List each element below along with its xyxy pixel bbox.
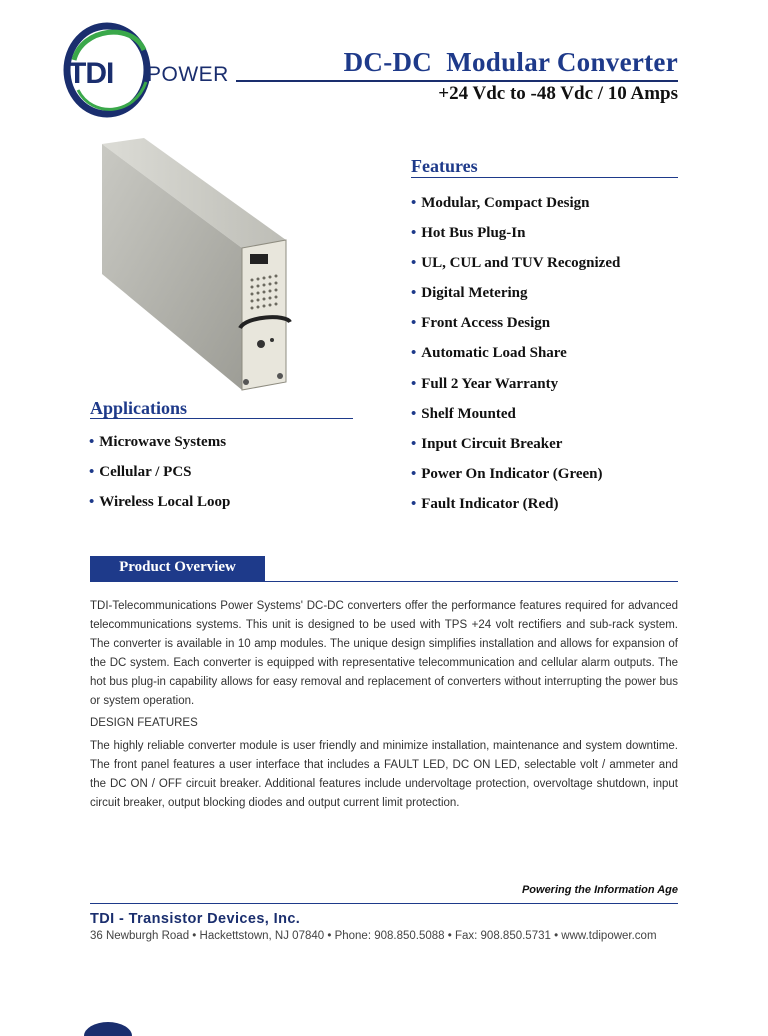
list-item: • UL, CUL and TUV Recognized xyxy=(411,255,621,272)
features-list xyxy=(411,193,620,524)
features-heading: Features xyxy=(411,156,478,176)
applications-list xyxy=(89,432,230,522)
list-item: • Shelf Mounted xyxy=(411,405,516,422)
logo-tdi-text: TDI xyxy=(68,57,114,90)
bullet-icon: • xyxy=(411,405,417,422)
bullet-icon: • xyxy=(411,285,417,302)
bullet-icon: • xyxy=(411,315,417,332)
product-overview-tab: Product Overview xyxy=(90,556,265,581)
bullet-icon: • xyxy=(411,495,417,512)
page-subtitle: +24 Vdc to -48 Vdc / 10 Amps xyxy=(438,83,678,104)
list-item: • Cellular / PCS xyxy=(89,464,192,481)
page-title: DC-DC Modular Converter xyxy=(343,47,678,77)
bullet-icon: • xyxy=(411,435,417,452)
logo-power-text: POWER xyxy=(147,63,229,86)
converter-module-photo xyxy=(96,132,296,394)
bullet-icon: • xyxy=(411,465,417,482)
design-features-paragraph: The highly reliable converter module is user friendly and minimize installation, maintenance and system downtime. The front panel features a user interface that includes a FAULT LED, DC ON LED, selectable volt / ammeter and the DC ON / OFF circuit breaker. Additional features include undervoltage protection, overvoltage shutdown, input circuit breaker, output blocking diodes and output current limit protection. xyxy=(90,740,678,809)
bullet-icon: • xyxy=(89,494,95,511)
list-item: • Wireless Local Loop xyxy=(89,494,231,511)
company-name: TDI - Transistor Devices, Inc. xyxy=(90,911,301,927)
list-item: • Microwave Systems xyxy=(89,434,227,450)
company-address: 36 Newburgh Road • Hackettstown, NJ 07840 • Phone: 908.850.5088 • Fax: 908.850.5731 • www.tdipower.com xyxy=(90,930,657,942)
bullet-icon: • xyxy=(89,434,95,450)
list-item: • Hot Bus Plug-In xyxy=(411,225,526,242)
list-item: • Modular, Compact Design xyxy=(411,195,590,211)
applications-rule xyxy=(90,418,353,419)
list-item: • Input Circuit Breaker xyxy=(411,435,563,452)
list-item: • Front Access Design xyxy=(411,315,551,332)
header-rule xyxy=(236,80,678,82)
overview-rule xyxy=(90,581,678,582)
list-item: • Full 2 Year Warranty xyxy=(411,375,559,392)
bullet-icon: • xyxy=(411,345,417,362)
applications-heading: Applications xyxy=(90,398,188,418)
overview-paragraph: TDI-Telecommunications Power Systems' DC-DC converters offer the performance features required for advanced telecommunications systems. This unit is designed to be used with TPS +24 volt rectifiers and sub-rack system. The converter is available in 10 amp modules. The unique design simplifies installation and allows for expansion of the DC system. Each converter is equipped with representative telecommunication and cellular alarm outputs. The hot bus plug-in capability allows for easy removal and replacement of converters without interrupting the power bus or system operation. xyxy=(90,600,678,707)
list-item: • Power On Indicator (Green) xyxy=(411,465,603,482)
design-features-heading: DESIGN FEATURES xyxy=(90,717,198,729)
footer-tagline: Powering the Information Age xyxy=(521,884,678,896)
bullet-icon: • xyxy=(411,195,417,211)
bullet-icon: • xyxy=(411,375,417,392)
logo-partial-mark xyxy=(78,1012,138,1036)
bullet-icon: • xyxy=(411,225,417,242)
list-item: • Automatic Load Share xyxy=(411,345,567,362)
bullet-icon: • xyxy=(89,464,95,481)
bullet-icon: • xyxy=(411,255,417,272)
footer-rule xyxy=(90,903,678,904)
list-item: • Digital Metering xyxy=(411,285,528,302)
features-rule xyxy=(411,177,678,178)
list-item: • Fault Indicator (Red) xyxy=(411,495,559,512)
